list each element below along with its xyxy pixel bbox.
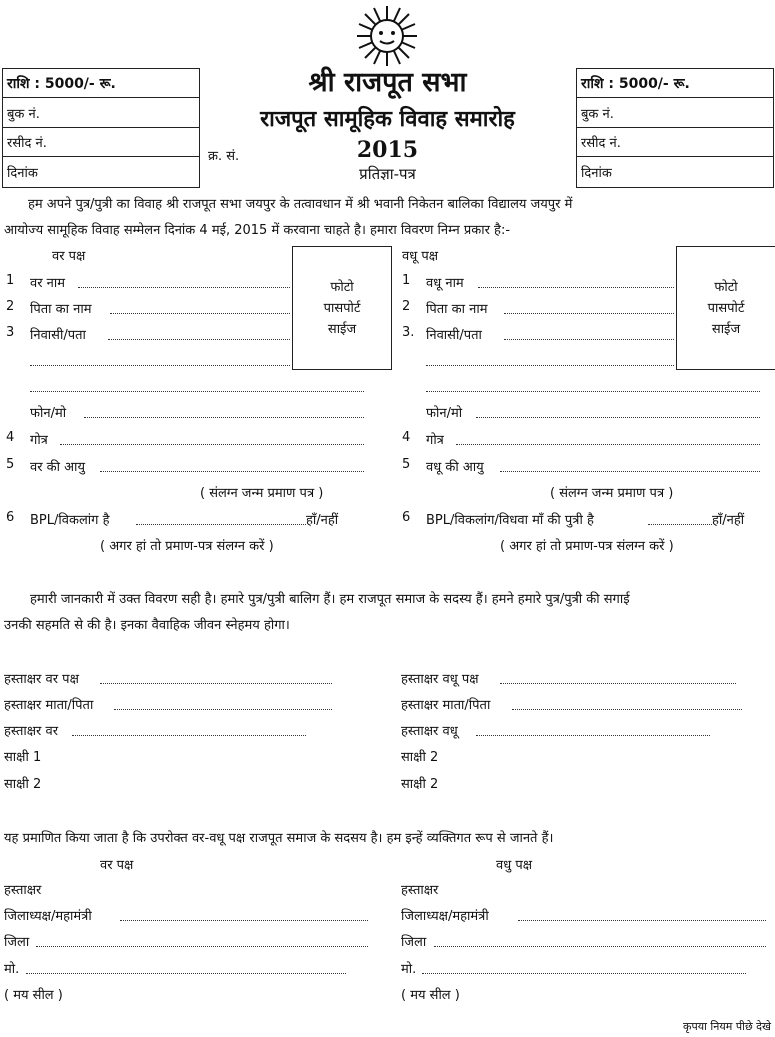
bride-father-label: पिता का नाम — [426, 302, 488, 317]
cert-groom-district-label: जिला — [4, 935, 30, 950]
sign-bride-field[interactable] — [476, 735, 710, 736]
bride-photo-box[interactable] — [676, 246, 775, 370]
bride-yes-no[interactable]: हाँ/नहीं — [712, 513, 745, 528]
bride-bpl-note: ( अगर हां तो प्रमाण-पत्र संलग्न करें ) — [500, 539, 674, 554]
groom-father-field[interactable] — [110, 313, 290, 314]
cert-groom-secretary-label: जिलाध्यक्ष/महामंत्री — [4, 909, 92, 924]
groom-bpl-note: ( अगर हां तो प्रमाण-पत्र संलग्न करें ) — [100, 539, 274, 554]
bride-num-5: 5 — [402, 457, 411, 472]
bride-address-line-2[interactable] — [426, 365, 674, 366]
groom-age-label: वर की आयु — [30, 460, 85, 475]
amount-field[interactable]: राशि : 5000/- रू. — [581, 75, 690, 92]
groom-father-label: पिता का नाम — [30, 302, 92, 317]
groom-num-1: 1 — [6, 273, 15, 288]
cert-bride-heading: वधु पक्ष — [496, 858, 533, 873]
groom-num-2: 2 — [6, 299, 15, 314]
sign-bride-label: हस्ताक्षर वधू — [401, 724, 458, 739]
date-field[interactable]: दिनांक — [581, 166, 612, 181]
bride-age-label: वधू की आयु — [426, 460, 484, 475]
bride-address-line-3[interactable] — [426, 391, 760, 392]
groom-gotra-label: गोत्र — [30, 433, 48, 448]
cert-groom-secretary-field[interactable] — [120, 920, 368, 921]
cert-bride-seal: ( मय सील ) — [401, 988, 460, 1003]
cert-bride-sign-label: हस्ताक्षर — [401, 883, 439, 898]
witness-2-right: साक्षी 2 — [401, 750, 439, 765]
bride-bpl-field[interactable] — [648, 524, 712, 525]
cert-groom-mobile-label: मो. — [4, 962, 20, 977]
groom-num-3: 3 — [6, 325, 15, 340]
groom-photo-box[interactable] — [292, 246, 392, 370]
amount-field[interactable]: राशि : 5000/- रू. — [7, 75, 116, 92]
photo-label: साईज — [711, 321, 741, 337]
bride-bpl-label: BPL/विकलांग/विधवा माँ की पुत्री है — [426, 513, 594, 528]
photo-label: पासपोर्ट — [707, 300, 745, 316]
groom-address-line-3[interactable] — [30, 391, 364, 392]
sign-bride-side-field[interactable] — [500, 683, 736, 684]
photo-label: फोटो — [714, 279, 738, 295]
cert-bride-secretary-label: जिलाध्यक्ष/महामंत्री — [401, 909, 489, 924]
bride-age-field[interactable] — [500, 471, 760, 472]
cert-groom-mobile-field[interactable] — [26, 973, 346, 974]
groom-address-line-2[interactable] — [30, 365, 290, 366]
document-type: प्रतिज्ञा-पत्र — [359, 165, 416, 183]
cert-bride-district-field[interactable] — [434, 946, 766, 947]
bride-phone-field[interactable] — [476, 417, 760, 418]
bride-name-label: वधू नाम — [426, 276, 464, 291]
witness-1-left: साक्षी 1 — [4, 750, 42, 765]
groom-name-field[interactable] — [78, 287, 290, 288]
cert-groom-district-field[interactable] — [36, 946, 368, 947]
intro-line-1: हम अपने पुत्र/पुत्री का विवाह श्री राजपूत सभा जयपुर के तत्वावधान में श्री भवानी निकेतन बालिका विद्यालय जयपुर में — [28, 197, 573, 212]
organization-title: श्री राजपूत सभा — [308, 67, 467, 98]
witness-2-left: साक्षी 2 — [4, 777, 42, 792]
cert-groom-seal: ( मय सील ) — [4, 988, 63, 1003]
groom-address-field[interactable] — [108, 339, 290, 340]
cert-bride-mobile-label: मो. — [401, 962, 417, 977]
declaration-line-1: हमारी जानकारी में उक्त विवरण सही है। हमारे पुत्र/पुत्री बालिग हैं। हम राजपूत समाज के सदस्य हैं। हमने हमारे पुत्र/पुत्री की सगाई — [30, 592, 630, 607]
cert-bride-district-label: जिला — [401, 935, 427, 950]
book-no-field[interactable]: बुक नं. — [7, 106, 40, 122]
bride-heading: वधू पक्ष — [402, 249, 439, 264]
cert-bride-secretary-field[interactable] — [518, 920, 766, 921]
bride-address-field[interactable] — [504, 339, 674, 340]
groom-bpl-field[interactable] — [136, 524, 306, 525]
date-field[interactable]: दिनांक — [7, 166, 38, 181]
groom-heading: वर पक्ष — [52, 249, 86, 264]
cert-bride-mobile-field[interactable] — [422, 973, 746, 974]
bride-num-4: 4 — [402, 430, 411, 445]
bride-num-6: 6 — [402, 510, 411, 525]
sign-groom-field[interactable] — [72, 735, 306, 736]
cert-groom-heading: वर पक्ष — [100, 858, 134, 873]
bride-phone-label: फोन/मो — [426, 406, 463, 421]
witness-2-right-b: साक्षी 2 — [401, 777, 439, 792]
groom-gotra-field[interactable] — [60, 444, 364, 445]
photo-label: फोटो — [330, 279, 354, 295]
serial-label: क्र. सं. — [208, 149, 240, 164]
groom-num-4: 4 — [6, 430, 15, 445]
bride-num-2: 2 — [402, 299, 411, 314]
groom-bpl-label: BPL/विकलांग है — [30, 513, 110, 528]
groom-phone-label: फोन/मो — [30, 406, 67, 421]
sign-groom-side-label: हस्ताक्षर वर पक्ष — [4, 672, 79, 687]
sign-bride-parents-field[interactable] — [512, 709, 742, 710]
sign-groom-parents-label: हस्ताक्षर माता/पिता — [4, 698, 94, 713]
groom-name-label: वर नाम — [30, 276, 66, 291]
groom-age-field[interactable] — [100, 471, 364, 472]
bride-gotra-label: गोत्र — [426, 433, 444, 448]
year: 2015 — [356, 137, 419, 163]
sign-groom-parents-field[interactable] — [114, 709, 332, 710]
receipt-no-field[interactable]: रसीद नं. — [581, 136, 621, 151]
book-no-field[interactable]: बुक नं. — [581, 106, 614, 122]
receipt-box-right — [576, 68, 774, 188]
groom-birth-note: ( संलग्न जन्म प्रमाण पत्र ) — [200, 486, 324, 501]
bride-num-3: 3. — [402, 325, 415, 340]
bride-father-field[interactable] — [504, 313, 674, 314]
receipt-no-field[interactable]: रसीद नं. — [7, 136, 47, 151]
intro-line-2: आयोज्य सामूहिक विवाह सम्मेलन दिनांक 4 मई, 2015 में करवाना चाहते है। हमारा विवरण निम्न प्रकार है:- — [4, 223, 511, 238]
groom-yes-no[interactable]: हाँ/नहीं — [306, 513, 339, 528]
groom-phone-field[interactable] — [84, 417, 364, 418]
groom-num-6: 6 — [6, 510, 15, 525]
sign-groom-side-field[interactable] — [100, 683, 332, 684]
sun-emblem-icon — [352, 4, 422, 68]
bride-gotra-field[interactable] — [456, 444, 760, 445]
bride-name-field[interactable] — [478, 287, 674, 288]
groom-num-5: 5 — [6, 457, 15, 472]
declaration-line-2: उनकी सहमति से की है। इनका वैवाहिक जीवन स्नेहमय होगा। — [4, 618, 290, 633]
sign-bride-side-label: हस्ताक्षर वधू पक्ष — [401, 672, 479, 687]
photo-label: पासपोर्ट — [323, 300, 361, 316]
cert-groom-sign-label: हस्ताक्षर — [4, 883, 42, 898]
bride-address-label: निवासी/पता — [426, 328, 482, 343]
photo-label: साईज — [327, 321, 357, 337]
bride-num-1: 1 — [402, 273, 411, 288]
event-subtitle: राजपूत सामूहिक विवाह समारोह — [260, 106, 515, 132]
certification-text: यह प्रमाणित किया जाता है कि उपरोक्त वर-वधू पक्ष राजपूत समाज के सदसय है। हम इन्हें व्यक्तिगत रूप से जानते हैं। — [4, 831, 554, 846]
sign-bride-parents-label: हस्ताक्षर माता/पिता — [401, 698, 491, 713]
sign-groom-label: हस्ताक्षर वर — [4, 724, 59, 739]
footer-note: कृपया नियम पीछे देखे — [683, 1020, 771, 1033]
groom-address-label: निवासी/पता — [30, 328, 86, 343]
receipt-box-left — [2, 68, 200, 188]
bride-birth-note: ( संलग्न जन्म प्रमाण पत्र ) — [550, 486, 674, 501]
